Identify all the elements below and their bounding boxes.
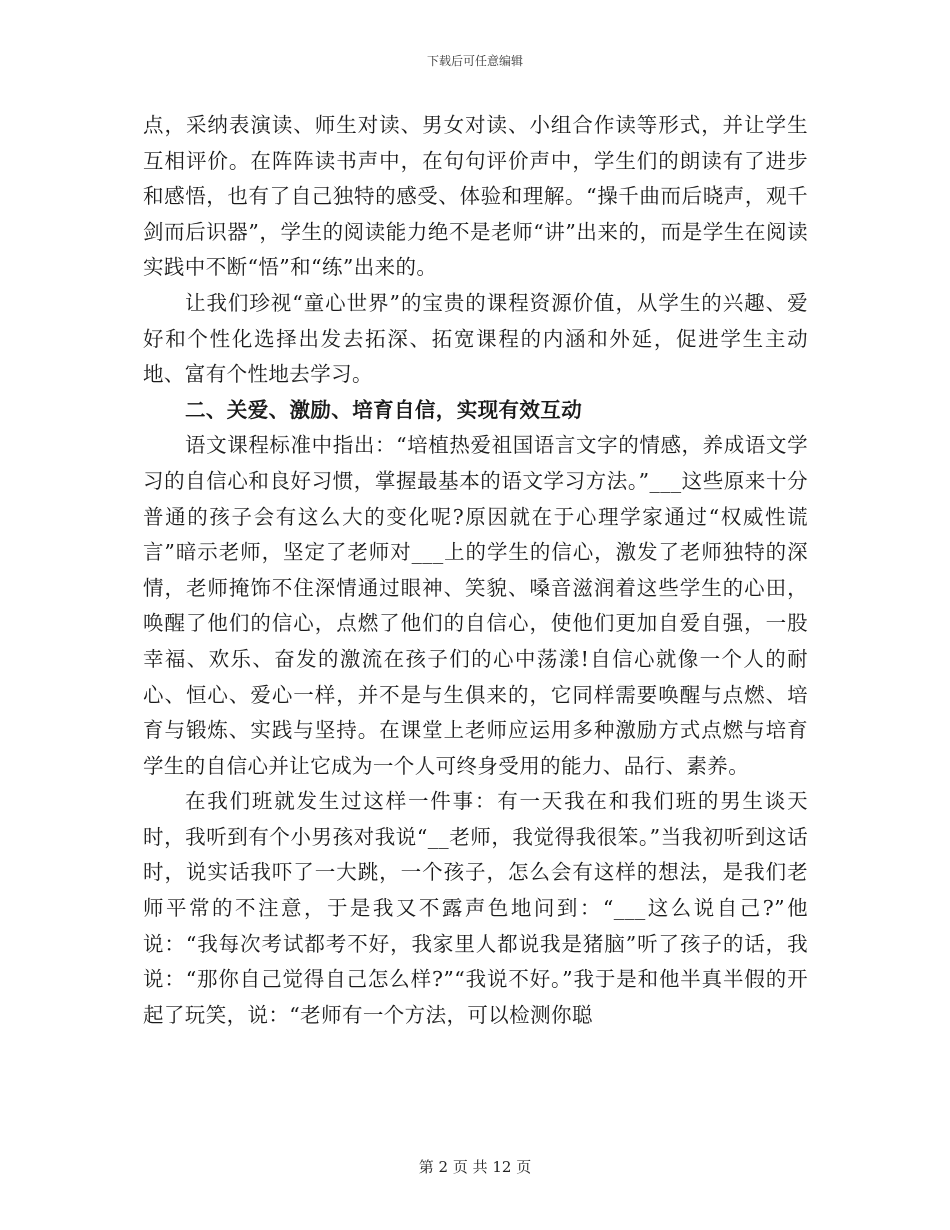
paragraph-continued: 点，采纳表演读、师生对读、男女对读、小组合作读等形式，并让学生互相评价。在阵阵读书声中，在句句评价声中，学生们的朗读有了进步和感悟，也有了自己独特的感受、体验和理解。“操千曲而后晓声，观千剑而后识器”，学生的阅读能力绝不是老师“讲”出来的，而是学生在阅读实践中不断“悟”和“练”出来的。 [143,113,808,280]
paragraph: 语文课程标准中指出：“培植热爱祖国语言文字的情感，养成语文学习的自信心和良好习惯，掌握最基本的语文学习方法。”___这些原来十分普通的孩子会有这么大的变化呢?原因就在于心理学家通过“权威性谎言”暗示老师，坚定了老师对___上的学生的信心，激发了老师独特的深情，老师掩饰不住深情通过眼神、笑貌、嗓音滋润着这些学生的心田，唤醒了他们的信心，点燃了他们的自信心，使他们更加自爱自强，一股幸福、欢乐、奋发的激流在孩子们的心中荡漾!自信心就像一个人的耐心、恒心、爱心一样，并不是与生俱来的，它同样需要唤醒与点燃、培育与锻炼、实践与坚持。在课堂上老师应运用多种激励方式点燃与培育学生的自信心并让它成为一个人可终身受用的能力、品行、素养。 [143,433,808,778]
section-heading: 二、关爱、激励、培育自信，实现有效互动 [185,397,583,422]
paragraph: 在我们班就发生过这样一件事：有一天我在和我们班的男生谈天时，我听到有个小男孩对我说“__老师，我觉得我很笨。”当我初听到这话时，说实话我吓了一大跳，一个孩子，怎么会有这样的想法，是我们老师平常的不注意，于是我又不露声色地问到：“___这么说自己?”他说：“我每次考试都考不好，我家里人都说我是猪脑”听了孩子的话，我说：“那你自己觉得自己怎么样?”“我说不好。”我于是和他半真半假的开起了玩笑，说：“老师有一个方法，可以检测你聪 [143,789,808,1027]
document-body [143,108,808,1033]
page-header: 下载后可任意编辑 [426,54,523,68]
paragraph: 让我们珍视“童心世界”的宝贵的课程资源价值，从学生的兴趣、爱好和个性化选择出发去拓深、拓宽课程的内涵和外延，促进学生主动地、富有个性地去学习。 [143,290,808,387]
page-number: 第 2 页 共 12 页 [418,1158,532,1176]
